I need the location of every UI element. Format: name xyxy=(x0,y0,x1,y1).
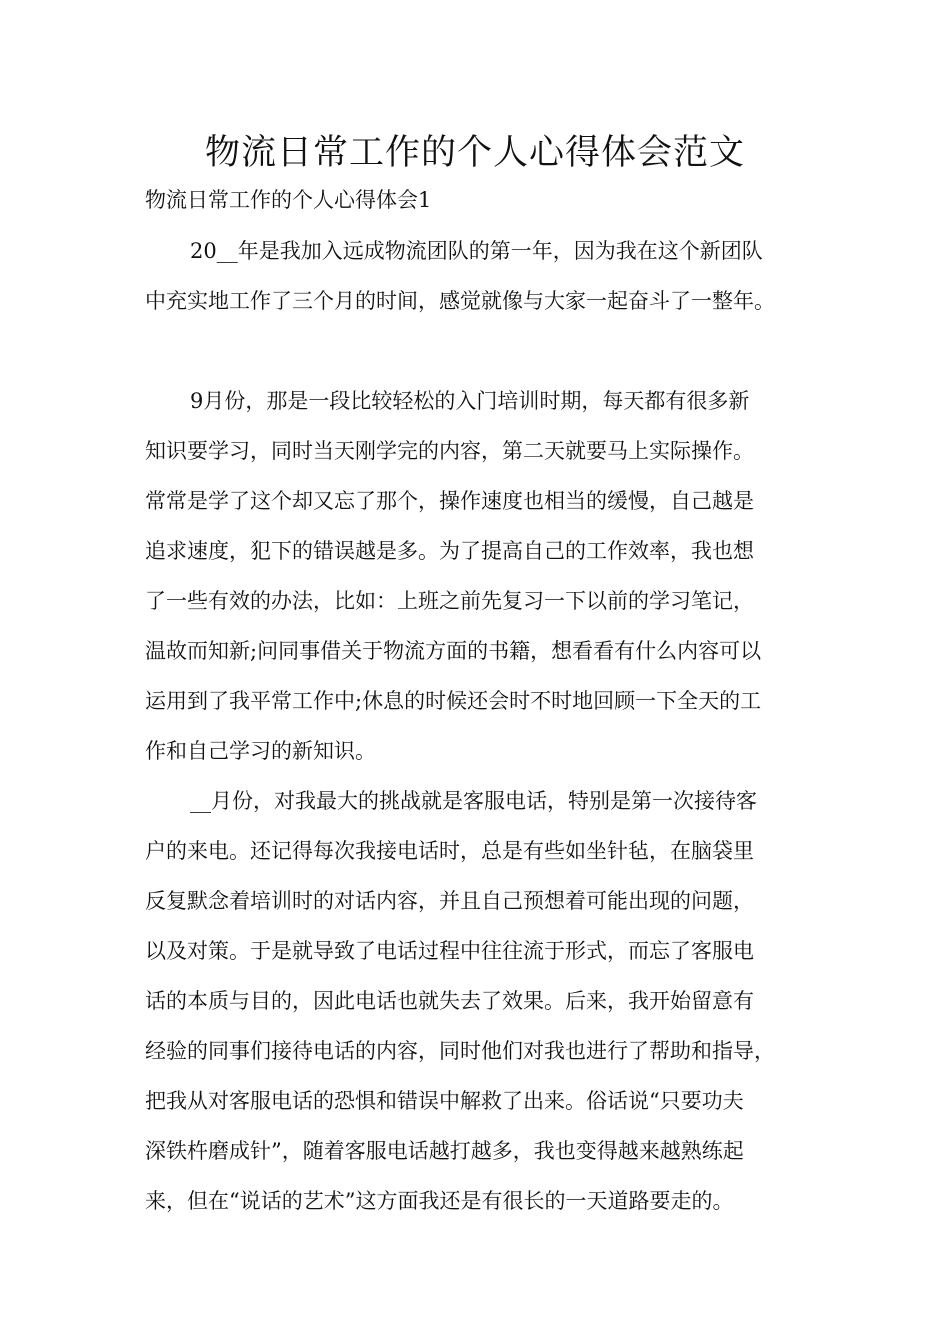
paragraph-line: 深铁杵磨成针”，随着客服电话越打越多，我也变得越来越熟练起 xyxy=(145,1139,744,1163)
paragraph-line: 把我从对客服电话的恐惧和错误中解救了出来。俗话说“只要功夫 xyxy=(145,1089,744,1113)
paragraph-line: 知识要学习，同时当天刚学完的内容，第二天就要马上实际操作。 xyxy=(145,439,754,463)
paragraph-line: 温故而知新;问同事借关于物流方面的书籍，想看看有什么内容可以 xyxy=(145,639,762,663)
paragraph-line: 户的来电。还记得每次我接电话时，总是有些如坐针毡，在脑袋里 xyxy=(145,839,754,863)
paragraph-line: 话的本质与目的，因此电话也就失去了效果。后来，我开始留意有 xyxy=(145,989,754,1013)
paragraph-3 xyxy=(145,776,815,1226)
paragraph-line: 常常是学了这个却又忘了那个，操作速度也相当的缓慢，自己越是 xyxy=(145,489,754,513)
paragraph-line: __月份，对我最大的挑战就是客服电话，特别是第一次接待客 xyxy=(190,789,757,813)
paragraph-line: 追求速度，犯下的错误越是多。为了提高自己的工作效率，我也想 xyxy=(145,539,754,563)
paragraph-line: 经验的同事们接待电话的内容，同时他们对我也进行了帮助和指导， xyxy=(145,1039,775,1063)
paragraph-line: 9月份，那是一段比较轻松的入门培训时期，每天都有很多新 xyxy=(190,389,750,413)
document-title: 物流日常工作的个人心得体会范文 xyxy=(204,133,745,173)
paragraph-line: 20__年是我加入远成物流团队的第一年，因为我在这个新团队 xyxy=(190,239,763,263)
paragraph-line: 运用到了我平常工作中;休息的时候还会时不时地回顾一下全天的工 xyxy=(145,689,762,713)
paragraph-1 xyxy=(145,226,815,326)
paragraph-line: 以及对策。于是就导致了电话过程中往往流于形式，而忘了客服电 xyxy=(145,939,754,963)
paragraph-line: 了一些有效的办法，比如：上班之前先复习一下以前的学习笔记， xyxy=(145,589,754,613)
paragraph-line: 中充实地工作了三个月的时间，感觉就像与大家一起奋斗了一整年。 xyxy=(145,289,775,313)
paragraph-line: 作和自己学习的新知识。 xyxy=(145,739,376,763)
paragraph-line: 反复默念着培训时的对话内容，并且自己预想着可能出现的问题， xyxy=(145,889,754,913)
paragraph-2 xyxy=(145,376,815,776)
paragraph-line: 来，但在“说话的艺术”这方面我还是有很长的一天道路要走的。 xyxy=(145,1189,734,1213)
section-subtitle: 物流日常工作的个人心得体会1 xyxy=(145,188,432,212)
